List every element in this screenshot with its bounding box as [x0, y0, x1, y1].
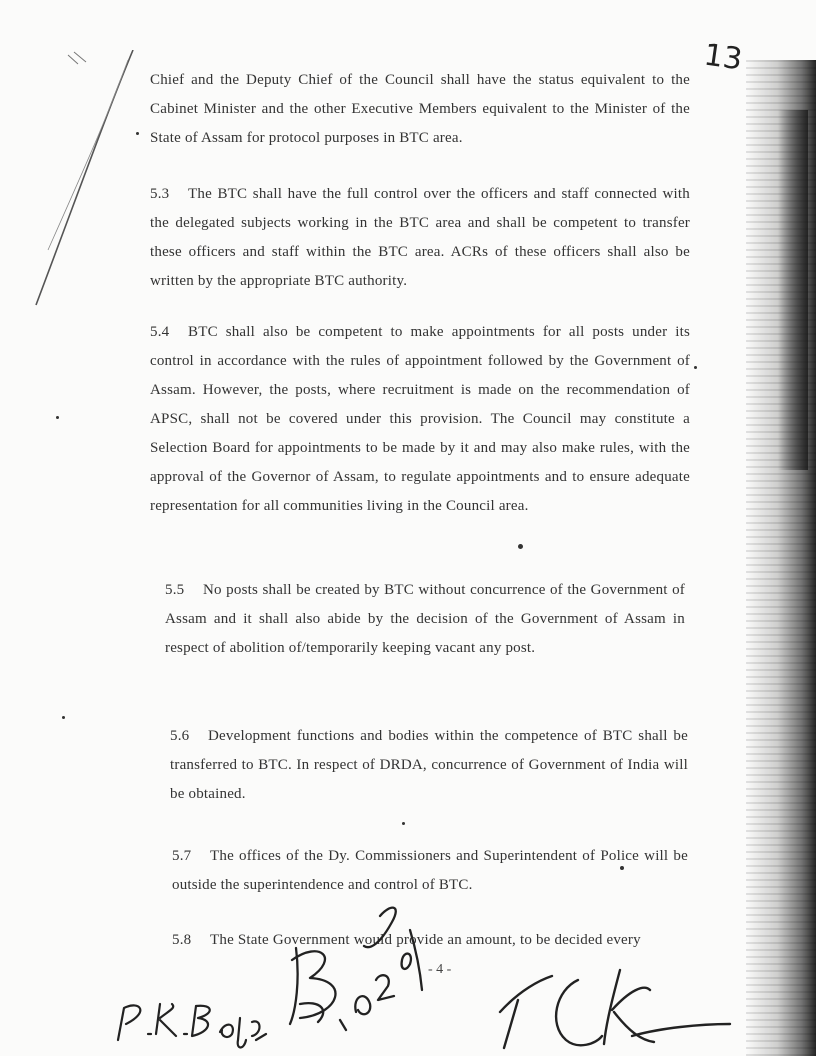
photocopy-speck — [518, 544, 523, 549]
signature-left — [118, 1004, 266, 1048]
paragraph-text: Development functions and bodies within the competence of BTC shall be transferred to BTC. In respect of DRDA, concurrence of Government of India will be obtained. — [170, 728, 688, 802]
page-corner-number: 13 — [701, 37, 745, 78]
photocopy-speck — [620, 866, 624, 870]
paragraph-number: 5.7 — [172, 848, 192, 864]
paragraph-intro — [150, 66, 690, 153]
photocopy-speck — [56, 416, 59, 419]
photocopy-speck — [694, 366, 697, 369]
paragraph-text: The offices of the Dy. Commissioners and Superintendent of Police will be outside the superintendence and control of BTC. — [172, 848, 688, 893]
photocopy-speck — [136, 132, 139, 135]
paragraph-5-7 — [172, 842, 688, 900]
paragraph-5-8 — [172, 926, 688, 955]
signature-right — [500, 970, 730, 1048]
paragraph-number: 5.4 — [150, 324, 170, 340]
paragraph-text: BTC shall also be competent to make appointments for all posts under its control in accordance with the rules of appointment followed by the Government of Assam. However, the posts, where recruitment is made on the recommendation of APSC, shall not be covered under this provision. The Council may constitute a Selection Board for appointments to be made by it and may also make rules, with the approval of the Governor of Assam, to regulate appointments and to ensure adequate representation for all communities living in the Council area. — [150, 324, 690, 514]
paragraph-5-3 — [150, 180, 690, 296]
photocopy-left-streak — [28, 50, 138, 310]
paragraph-text: Chief and the Deputy Chief of the Council shall have the status equivalent to the Cabinet Minister and the other Executive Members equivalent to the Minister of the State of Assam for protocol purposes in BTC area. — [150, 72, 690, 146]
photocopy-speck — [402, 822, 405, 825]
paragraph-number: 5.8 — [172, 932, 192, 948]
paragraph-number: 5.3 — [150, 186, 170, 202]
paragraph-number: 5.6 — [170, 728, 190, 744]
paragraph-number: 5.5 — [165, 582, 185, 598]
paragraph-5-6 — [170, 722, 688, 809]
paragraph-text: The State Government would provide an amount, to be decided every — [210, 932, 641, 948]
photocopy-edge-dark — [778, 110, 808, 470]
page-number: - 4 - — [428, 962, 452, 977]
paragraph-5-5 — [165, 576, 685, 663]
photocopy-speck — [62, 716, 65, 719]
paragraph-text: No posts shall be created by BTC without concurrence of the Government of Assam and it shall also abide by the decision of the Government of Assam in respect of abolition of/temporarily keeping vacant any post. — [165, 582, 685, 656]
paragraph-text: The BTC shall have the full control over the officers and staff connected with the delegated subjects working in the BTC area and shall be competent to transfer these officers and staff within the BTC area. ACRs of these officers shall also be written by the appropriate BTC authority. — [150, 186, 690, 289]
paragraph-5-4 — [150, 318, 690, 521]
